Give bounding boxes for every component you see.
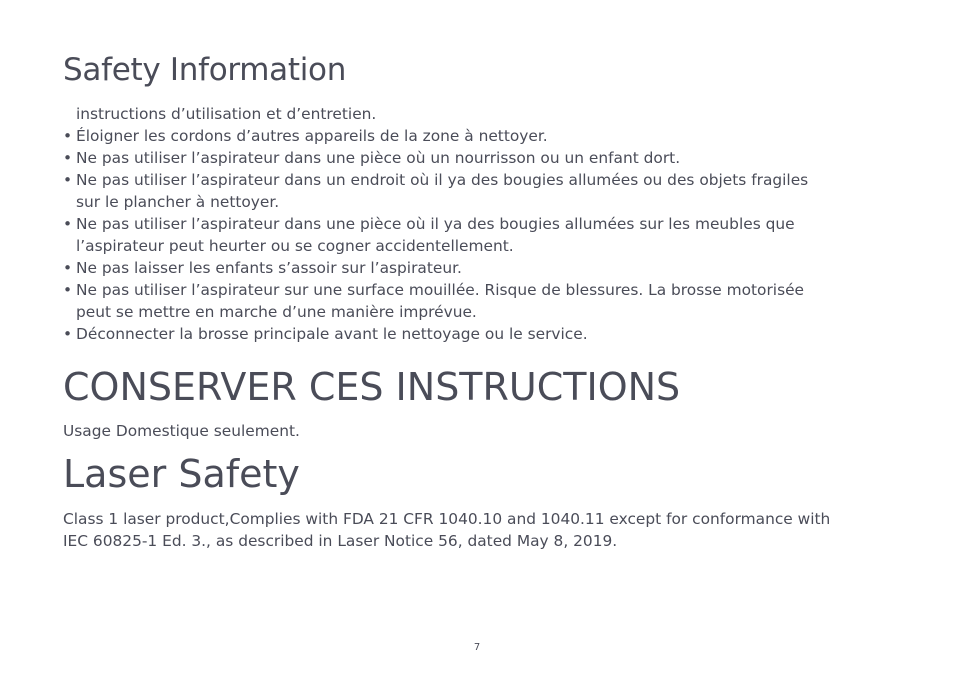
list-item bbox=[63, 147, 808, 169]
list-item-text: sur le plancher à nettoyer. bbox=[76, 193, 280, 211]
usage-note: Usage Domestique seulement. bbox=[63, 422, 300, 440]
list-continuation bbox=[63, 103, 808, 125]
safety-information-heading: Safety Information bbox=[63, 52, 347, 88]
list-item-text: Déconnecter la brosse principale avant le nettoyage ou le service. bbox=[76, 325, 588, 343]
bullet-icon: • bbox=[63, 171, 73, 189]
laser-line: IEC 60825-1 Ed. 3., as described in Laser Notice 56, dated May 8, 2019. bbox=[63, 532, 618, 550]
list-item-text: Ne pas utiliser l’aspirateur sur une surface mouillée. Risque de blessures. La brosse motorisée bbox=[76, 281, 805, 299]
list-item-text: Ne pas laisser les enfants s’assoir sur l’aspirateur. bbox=[76, 259, 462, 277]
bullet-icon: • bbox=[63, 281, 73, 299]
list-item bbox=[63, 169, 808, 213]
page-number: 7 bbox=[473, 642, 481, 653]
list-item bbox=[63, 125, 808, 147]
list-item-text: peut se mettre en marche d’une manière imprévue. bbox=[76, 303, 477, 321]
list-item-text: Ne pas utiliser l’aspirateur dans une pièce où il ya des bougies allumées sur les meubles que bbox=[76, 215, 795, 233]
bullet-icon: • bbox=[63, 127, 73, 145]
list-item-text: Ne pas utiliser l’aspirateur dans un endroit où il ya des bougies allumées ou des objets fragiles bbox=[76, 171, 809, 189]
bullet-icon: • bbox=[63, 325, 73, 343]
list-item bbox=[63, 323, 808, 345]
laser-safety-paragraph bbox=[63, 508, 893, 552]
bullet-icon: • bbox=[63, 149, 73, 167]
list-item bbox=[63, 279, 808, 323]
safety-instructions-list bbox=[63, 103, 808, 345]
laser-line: Class 1 laser product,Complies with FDA 21 CFR 1040.10 and 1040.11 except for conformance with bbox=[63, 510, 831, 528]
continuation-text: instructions d’utilisation et d’entretien. bbox=[76, 105, 377, 123]
bullet-icon: • bbox=[63, 259, 73, 277]
list-item bbox=[63, 257, 808, 279]
list-item-text: Éloigner les cordons d’autres appareils de la zone à nettoyer. bbox=[76, 127, 548, 145]
list-item bbox=[63, 213, 808, 257]
laser-safety-heading: Laser Safety bbox=[63, 452, 300, 496]
bullet-icon: • bbox=[63, 215, 73, 233]
list-item-text: l’aspirateur peut heurter ou se cogner accidentellement. bbox=[76, 237, 514, 255]
conserver-instructions-heading: CONSERVER CES INSTRUCTIONS bbox=[63, 365, 681, 409]
list-item-text: Ne pas utiliser l’aspirateur dans une pièce où un nourrisson ou un enfant dort. bbox=[76, 149, 681, 167]
